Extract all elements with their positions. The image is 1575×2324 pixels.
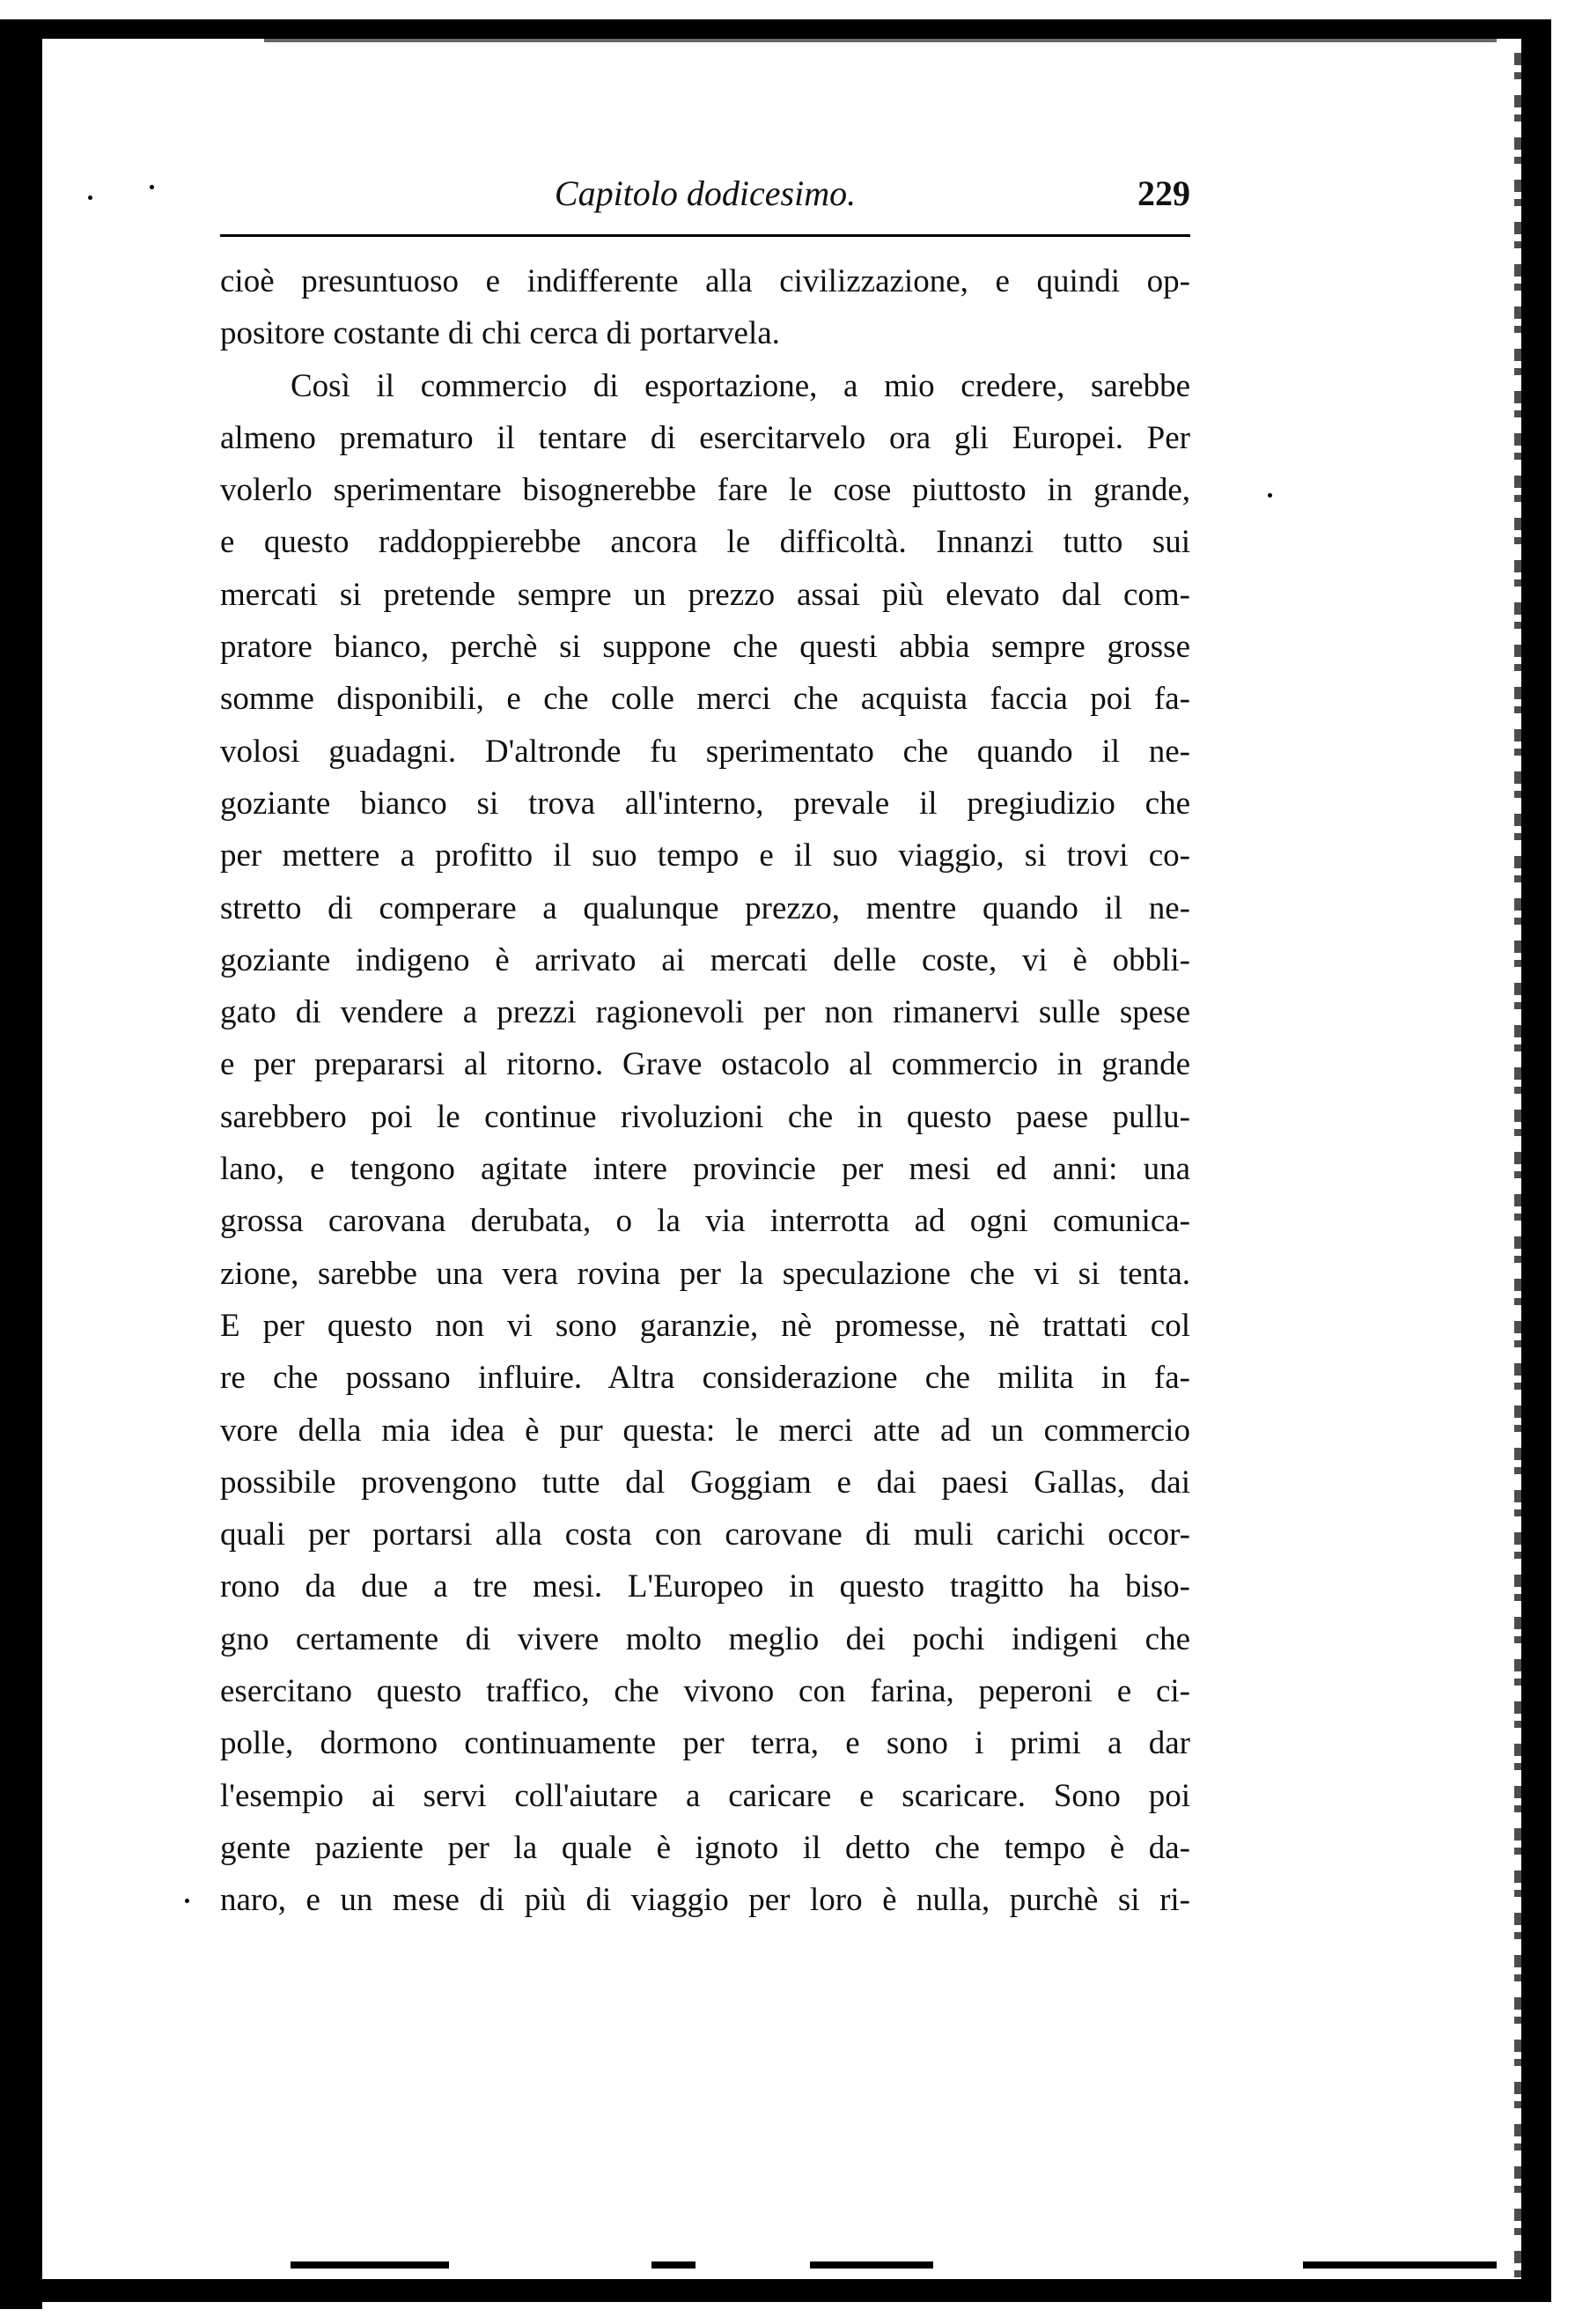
text-line: volerlo sperimentare bisognerebbe fare le cose piuttosto in grande, [220, 472, 1190, 509]
scan-noise [810, 2261, 933, 2269]
text-line: positore costante di chi cerca di portarvela. [220, 315, 780, 352]
scan-speck [88, 196, 92, 200]
text-line: almeno prematuro il tentare di esercitarvelo ora gli Europei. Per [220, 419, 1190, 456]
text-line: gente paziente per la quale è ignoto il detto che tempo è da- [220, 1829, 1190, 1866]
text-line: e per prepararsi al ritorno. Grave ostacolo al commercio in grande [220, 1046, 1190, 1083]
text-line: lano, e tengono agitate intere provincie per mesi ed anni: una [220, 1151, 1190, 1188]
text-line: l'esempio ai servi coll'aiutare a caricare e scaricare. Sono poi [220, 1777, 1190, 1814]
text-line: vore della mia idea è pur questa: le merci atte ad un commercio [220, 1412, 1190, 1449]
text-line: zione, sarebbe una vera rovina per la speculazione che vi si tenta. [220, 1255, 1190, 1292]
text-line: goziante bianco si trova all'interno, prevale il pregiudizio che [220, 785, 1190, 822]
text-line: gato di vendere a prezzi ragionevoli per non rimanervi sulle spese [220, 994, 1190, 1031]
text-line: e questo raddoppierebbe ancora le difficoltà. Innanzi tutto sui [220, 524, 1190, 561]
text-line: mercati si pretende sempre un prezzo assai più elevato dal com- [220, 576, 1190, 613]
text-line: polle, dormono continuamente per terra, e sono i primi a dar [220, 1725, 1190, 1762]
scan-noise [651, 2261, 696, 2269]
scan-noise [291, 2261, 449, 2269]
text-line: goziante indigeno è arrivato ai mercati delle coste, vi è obbli- [220, 941, 1190, 978]
text-line: sarebbero poi le continue rivoluzioni che in questo paese pullu- [220, 1098, 1190, 1135]
header-rule [220, 234, 1190, 237]
text-line: rono da due a tre mesi. L'Europeo in questo tragitto ha biso- [220, 1568, 1190, 1605]
text-line: possibile provengono tutte dal Goggiam e dai paesi Gallas, dai [220, 1464, 1190, 1501]
text-line: cioè presuntuoso e indifferente alla civilizzazione, e quindi op- [220, 263, 1190, 299]
text-line: esercitano questo traffico, che vivono con farina, peperoni e ci- [220, 1673, 1190, 1710]
scan-border-right [1521, 19, 1551, 2302]
text-line: somme disponibili, e che colle merci che acquista faccia poi fa- [220, 681, 1190, 718]
page-header [220, 167, 1190, 220]
scan-speck [150, 185, 154, 189]
text-line: E per questo non vi sono garanzie, nè promesse, nè trattati col [220, 1307, 1190, 1344]
text-line: naro, e un mese di più di viaggio per loro è nulla, purchè si ri- [220, 1882, 1190, 1919]
text-line: re che possano influire. Altra considerazione che milita in fa- [220, 1360, 1190, 1397]
scan-border-bottom [0, 2279, 1549, 2302]
scan-noise [1303, 2261, 1497, 2269]
text-line: pratore bianco, perchè si suppone che questi abbia sempre grosse [220, 629, 1190, 666]
body-text [220, 255, 1190, 1927]
scan-speck [1268, 493, 1272, 498]
text-line: stretto di comperare a qualunque prezzo, mentre quando il ne- [220, 889, 1190, 926]
text-line: per mettere a profitto il suo tempo e il suo viaggio, si trovi co- [220, 837, 1190, 874]
text-line: gno certamente di vivere molto meglio dei pochi indigeni che [220, 1620, 1190, 1657]
page-number: 229 [1137, 173, 1190, 213]
scan-border-top [0, 19, 1549, 39]
scan-border-top-shadow [264, 39, 1497, 42]
scan-border-right-noise [1514, 53, 1521, 2281]
scan-speck [185, 1899, 189, 1903]
running-title: Capitolo dodicesimo. [554, 173, 857, 213]
text-line: quali per portarsi alla costa con carovane di muli carichi occor- [220, 1516, 1190, 1553]
scan-border-left [0, 19, 42, 2309]
text-line: volosi guadagni. D'altronde fu sperimentato che quando il ne- [220, 733, 1190, 770]
text-line: grossa carovana derubata, o la via interrotta ad ogni comunica- [220, 1203, 1190, 1240]
text-line: Così il commercio di esportazione, a mio credere, sarebbe [291, 367, 1190, 404]
